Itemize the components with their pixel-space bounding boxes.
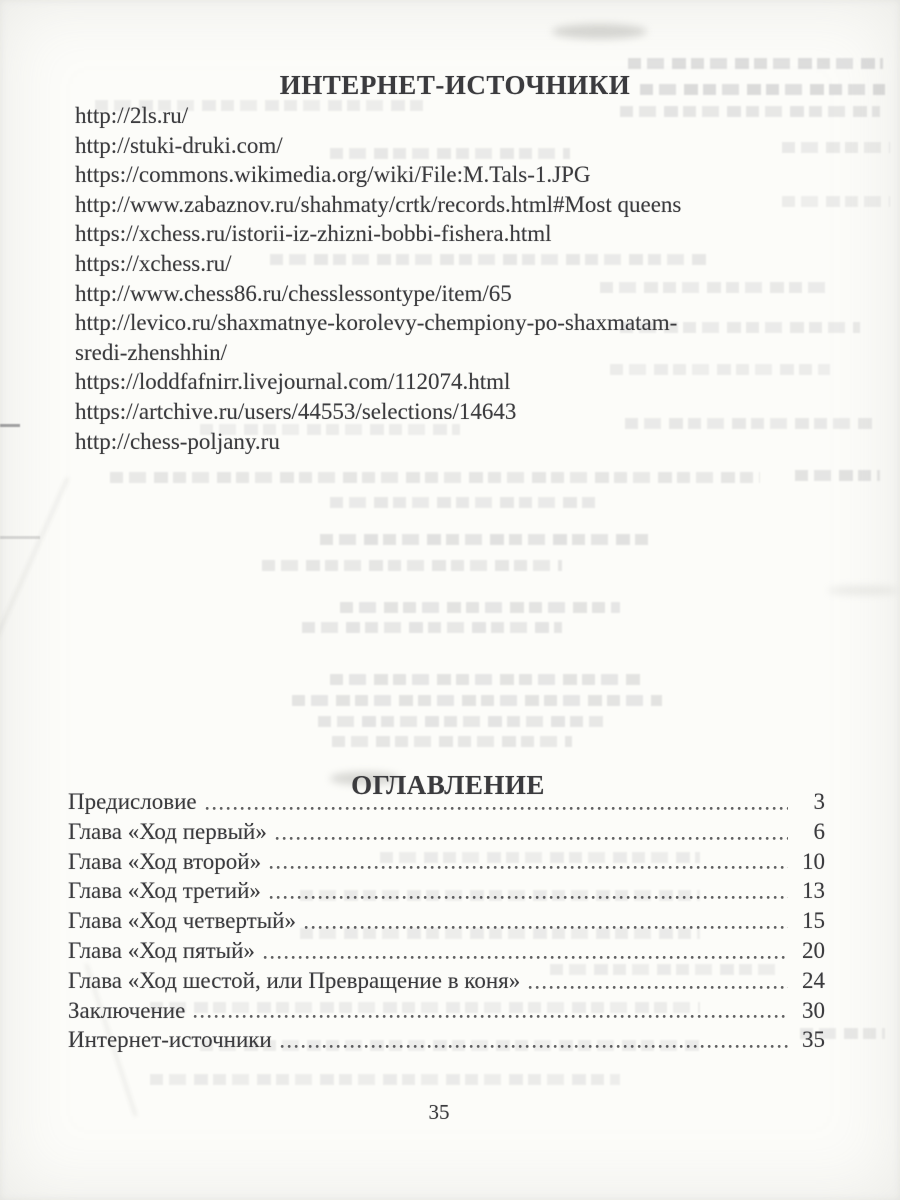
url-line: https://xchess.ru/istorii-iz-zhizni-bobbi-fishera.html xyxy=(75,221,552,247)
toc-entry-page: 15 xyxy=(802,908,825,934)
toc-entry xyxy=(68,1025,825,1055)
page-number: 35 xyxy=(428,1100,450,1124)
scan-edge-mark xyxy=(0,424,20,427)
bleed-through-line xyxy=(292,695,662,706)
scan-smudge xyxy=(552,24,647,39)
bleed-through-line xyxy=(110,472,760,483)
toc-entry-label: Предисловие xyxy=(68,789,197,814)
toc-entry-page: 3 xyxy=(813,789,825,814)
scan-crease xyxy=(0,477,69,642)
url-line: https://commons.wikimedia.org/wiki/File:M.Tals-1.JPG xyxy=(75,162,591,188)
toc-entry-label: Глава «Ход шестой, или Превращение в коня» xyxy=(68,967,521,993)
bleed-through-line xyxy=(330,497,600,508)
bleed-through-line xyxy=(332,736,572,747)
toc-dot-leader xyxy=(304,925,788,930)
toc-entry-page: 10 xyxy=(802,848,825,874)
toc-entry-label: Глава «Ход первый» xyxy=(68,818,267,844)
url-line: sredi-zhenshhin/ xyxy=(75,339,228,365)
bleed-through-line xyxy=(318,716,603,727)
toc-dot-leader xyxy=(280,1044,788,1049)
toc-entry-page: 20 xyxy=(802,937,825,963)
toc-dot-leader xyxy=(193,1014,788,1019)
url-line: http://stuki-druki.com/ xyxy=(75,132,283,158)
toc-entry-label: Глава «Ход второй» xyxy=(68,848,262,874)
sources-section-title: ИНТЕРНЕТ-ИСТОЧНИКИ xyxy=(279,70,631,101)
toc-list xyxy=(68,787,825,1055)
toc-entry-page: 6 xyxy=(813,818,825,844)
bleed-through-line xyxy=(628,58,883,69)
bleed-through-line xyxy=(340,602,620,613)
toc-dot-leader xyxy=(263,955,788,960)
toc-entry xyxy=(68,906,825,936)
url-line: https://loddfafnirr.livejournal.com/112074.html xyxy=(75,369,511,395)
url-line: https://xchess.ru/ xyxy=(75,250,232,276)
toc-dot-leader xyxy=(269,895,788,900)
toc-entry-label: Заключение xyxy=(68,997,186,1023)
toc-entry-label: Глава «Ход третий» xyxy=(68,878,261,904)
bleed-through-line xyxy=(320,534,650,545)
toc-dot-leader xyxy=(528,985,788,990)
toc-entry-page: 13 xyxy=(802,878,825,904)
scan-smudge xyxy=(828,586,898,595)
toc-dot-leader xyxy=(269,865,788,870)
toc-entry-label: Глава «Ход пятый» xyxy=(68,937,255,963)
bleed-through-line xyxy=(150,1074,620,1085)
url-line: http://chess-poljany.ru xyxy=(75,428,280,454)
bleed-through-line xyxy=(795,470,880,481)
url-line: http://2ls.ru/ xyxy=(75,103,189,128)
bleed-through-line xyxy=(302,622,562,633)
toc-entry xyxy=(68,996,825,1026)
toc-entry xyxy=(68,817,825,847)
url-line: http://www.chess86.ru/chesslessontype/item/65 xyxy=(75,280,512,306)
toc-entry-page: 30 xyxy=(802,997,825,1023)
url-list xyxy=(75,101,815,456)
bleed-through-line xyxy=(262,560,562,571)
toc-entry-label: Глава «Ход четвертый» xyxy=(68,908,296,934)
bleed-through-line xyxy=(330,674,640,685)
toc-dot-leader xyxy=(275,836,788,841)
url-line: http://www.zabaznov.ru/shahmaty/crtk/records.html#Most queens xyxy=(75,191,682,217)
url-line: https://artchive.ru/users/44553/selections/14643 xyxy=(75,398,517,424)
toc-entry xyxy=(68,876,825,906)
toc-entry-page: 35 xyxy=(802,1027,825,1053)
toc-entry-page: 24 xyxy=(802,967,825,993)
url-line: http://levico.ru/shaxmatnye-korolevy-chempiony-po-shaxmatam- xyxy=(75,310,678,336)
toc-entry xyxy=(68,847,825,877)
toc-entry xyxy=(68,936,825,966)
toc-entry xyxy=(68,787,825,817)
toc-entry xyxy=(68,966,825,996)
scan-edge-mark xyxy=(0,536,40,539)
toc-dot-leader xyxy=(205,806,788,811)
toc-entry-label: Интернет-источники xyxy=(68,1027,272,1053)
toc-section-title: ОГЛАВЛЕНИЕ xyxy=(351,770,545,801)
